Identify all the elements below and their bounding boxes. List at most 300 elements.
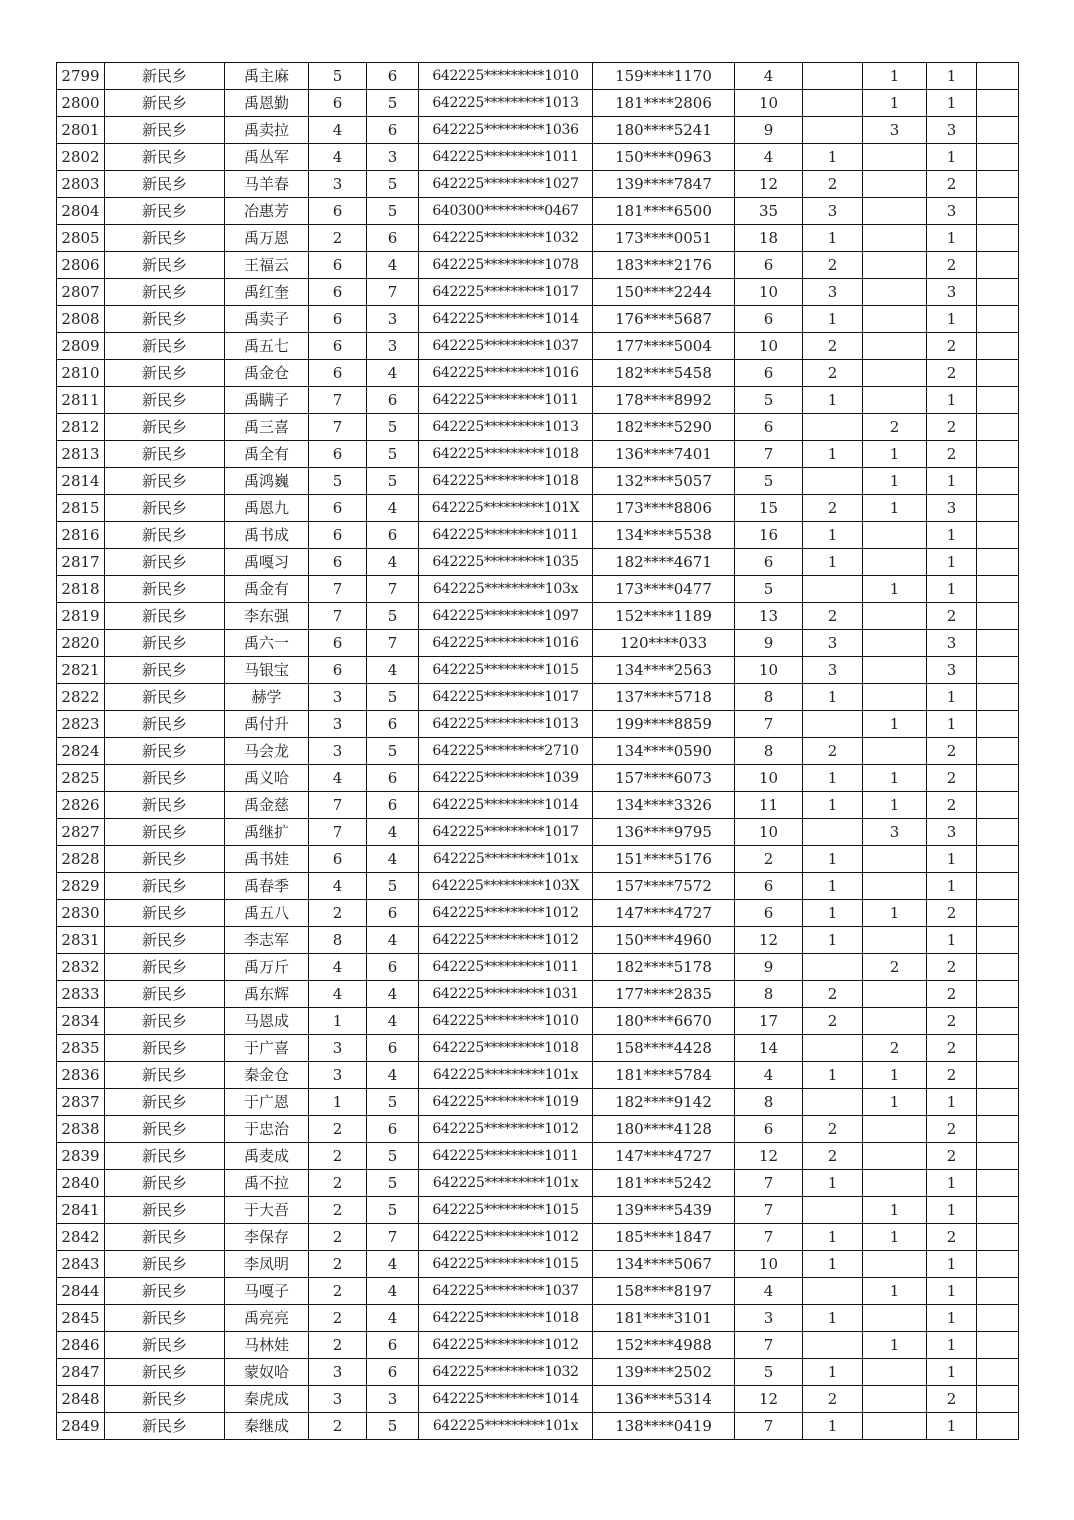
name-cell: 李凤明 [225, 1251, 309, 1278]
remark-cell [977, 117, 1019, 144]
count-e-cell: 3 [863, 117, 927, 144]
count-a-cell: 3 [309, 1035, 367, 1062]
count-a-cell: 6 [309, 306, 367, 333]
table-row [57, 171, 1019, 198]
phone-cell: 182****4671 [593, 549, 735, 576]
count-e-cell: 1 [863, 765, 927, 792]
township-cell: 新民乡 [105, 1170, 225, 1197]
remark-cell [977, 1062, 1019, 1089]
row-number-cell: 2818 [57, 576, 105, 603]
count-e-cell [863, 657, 927, 684]
count-d-cell: 1 [803, 684, 863, 711]
name-cell: 禹麦成 [225, 1143, 309, 1170]
count-a-cell: 2 [309, 900, 367, 927]
row-number-cell: 2843 [57, 1251, 105, 1278]
remark-cell [977, 468, 1019, 495]
id-number-cell: 642225*********1013 [419, 90, 593, 117]
count-b-cell: 5 [367, 1143, 419, 1170]
table-row [57, 1305, 1019, 1332]
count-c-cell: 6 [735, 414, 803, 441]
count-b-cell: 6 [367, 792, 419, 819]
table-row [57, 576, 1019, 603]
id-number-cell: 642225*********1017 [419, 684, 593, 711]
count-c-cell: 15 [735, 495, 803, 522]
name-cell: 马林娃 [225, 1332, 309, 1359]
phone-cell: 136****5314 [593, 1386, 735, 1413]
row-number-cell: 2800 [57, 90, 105, 117]
phone-cell: 157****7572 [593, 873, 735, 900]
count-e-cell [863, 549, 927, 576]
count-d-cell [803, 90, 863, 117]
total-cell: 3 [927, 819, 977, 846]
row-number-cell: 2802 [57, 144, 105, 171]
count-a-cell: 2 [309, 1143, 367, 1170]
count-e-cell [863, 1251, 927, 1278]
count-a-cell: 2 [309, 1251, 367, 1278]
count-b-cell: 4 [367, 846, 419, 873]
phone-cell: 181****6500 [593, 198, 735, 225]
row-number-cell: 2837 [57, 1089, 105, 1116]
count-e-cell [863, 306, 927, 333]
id-number-cell: 642225*********103X [419, 873, 593, 900]
id-number-cell: 642225*********1010 [419, 63, 593, 90]
phone-cell: 132****5057 [593, 468, 735, 495]
count-b-cell: 4 [367, 1008, 419, 1035]
remark-cell [977, 1224, 1019, 1251]
total-cell: 1 [927, 1359, 977, 1386]
count-a-cell: 5 [309, 63, 367, 90]
count-e-cell: 1 [863, 900, 927, 927]
row-number-cell: 2848 [57, 1386, 105, 1413]
count-b-cell: 5 [367, 198, 419, 225]
total-cell: 1 [927, 522, 977, 549]
id-number-cell: 642225*********101x [419, 1170, 593, 1197]
remark-cell [977, 630, 1019, 657]
count-d-cell: 2 [803, 1143, 863, 1170]
table-row [57, 495, 1019, 522]
township-cell: 新民乡 [105, 576, 225, 603]
count-a-cell: 2 [309, 1305, 367, 1332]
phone-cell: 177****5004 [593, 333, 735, 360]
total-cell: 1 [927, 306, 977, 333]
township-cell: 新民乡 [105, 495, 225, 522]
remark-cell [977, 1008, 1019, 1035]
table-row [57, 225, 1019, 252]
count-c-cell: 4 [735, 1278, 803, 1305]
count-b-cell: 3 [367, 144, 419, 171]
total-cell: 2 [927, 954, 977, 981]
count-a-cell: 7 [309, 414, 367, 441]
remark-cell [977, 441, 1019, 468]
table-row [57, 1116, 1019, 1143]
count-d-cell: 1 [803, 441, 863, 468]
count-d-cell: 1 [803, 1359, 863, 1386]
phone-cell: 157****6073 [593, 765, 735, 792]
township-cell: 新民乡 [105, 360, 225, 387]
count-d-cell [803, 1197, 863, 1224]
id-number-cell: 642225*********101X [419, 495, 593, 522]
count-c-cell: 7 [735, 441, 803, 468]
phone-cell: 181****5784 [593, 1062, 735, 1089]
count-c-cell: 9 [735, 630, 803, 657]
remark-cell [977, 1170, 1019, 1197]
name-cell: 禹书娃 [225, 846, 309, 873]
remark-cell [977, 1089, 1019, 1116]
id-number-cell: 642225*********1018 [419, 441, 593, 468]
total-cell: 2 [927, 1062, 977, 1089]
table-row [57, 846, 1019, 873]
count-d-cell: 1 [803, 846, 863, 873]
row-number-cell: 2808 [57, 306, 105, 333]
remark-cell [977, 414, 1019, 441]
count-a-cell: 5 [309, 468, 367, 495]
phone-cell: 178****8992 [593, 387, 735, 414]
row-number-cell: 2835 [57, 1035, 105, 1062]
row-number-cell: 2809 [57, 333, 105, 360]
count-e-cell [863, 522, 927, 549]
name-cell: 马羊春 [225, 171, 309, 198]
township-cell: 新民乡 [105, 1035, 225, 1062]
id-number-cell: 642225*********1014 [419, 792, 593, 819]
id-number-cell: 642225*********1027 [419, 171, 593, 198]
count-a-cell: 6 [309, 90, 367, 117]
count-b-cell: 4 [367, 981, 419, 1008]
count-d-cell: 1 [803, 792, 863, 819]
count-c-cell: 10 [735, 765, 803, 792]
phone-cell: 173****0477 [593, 576, 735, 603]
id-number-cell: 642225*********103x [419, 576, 593, 603]
row-number-cell: 2813 [57, 441, 105, 468]
row-number-cell: 2820 [57, 630, 105, 657]
count-c-cell: 6 [735, 873, 803, 900]
id-number-cell: 642225*********1015 [419, 657, 593, 684]
id-number-cell: 642225*********1013 [419, 711, 593, 738]
phone-cell: 181****2806 [593, 90, 735, 117]
name-cell: 禹六一 [225, 630, 309, 657]
row-number-cell: 2846 [57, 1332, 105, 1359]
count-c-cell: 9 [735, 954, 803, 981]
count-b-cell: 4 [367, 495, 419, 522]
total-cell: 3 [927, 279, 977, 306]
table-row [57, 1089, 1019, 1116]
name-cell: 禹恩九 [225, 495, 309, 522]
row-number-cell: 2842 [57, 1224, 105, 1251]
count-e-cell: 2 [863, 414, 927, 441]
total-cell: 2 [927, 333, 977, 360]
township-cell: 新民乡 [105, 927, 225, 954]
total-cell: 1 [927, 927, 977, 954]
row-number-cell: 2823 [57, 711, 105, 738]
count-c-cell: 6 [735, 1116, 803, 1143]
count-c-cell: 8 [735, 684, 803, 711]
name-cell: 禹付升 [225, 711, 309, 738]
count-d-cell: 2 [803, 495, 863, 522]
name-cell: 秦继成 [225, 1413, 309, 1440]
phone-cell: 134****3326 [593, 792, 735, 819]
row-number-cell: 2847 [57, 1359, 105, 1386]
count-a-cell: 7 [309, 387, 367, 414]
township-cell: 新民乡 [105, 252, 225, 279]
row-number-cell: 2801 [57, 117, 105, 144]
phone-cell: 134****5538 [593, 522, 735, 549]
name-cell: 禹继扩 [225, 819, 309, 846]
count-b-cell: 6 [367, 1035, 419, 1062]
count-b-cell: 3 [367, 333, 419, 360]
total-cell: 1 [927, 684, 977, 711]
table-row [57, 549, 1019, 576]
phone-cell: 147****4727 [593, 900, 735, 927]
count-e-cell [863, 846, 927, 873]
count-c-cell: 3 [735, 1305, 803, 1332]
count-c-cell: 12 [735, 171, 803, 198]
township-cell: 新民乡 [105, 117, 225, 144]
remark-cell [977, 252, 1019, 279]
total-cell: 1 [927, 711, 977, 738]
count-e-cell [863, 279, 927, 306]
id-number-cell: 642225*********1011 [419, 144, 593, 171]
name-cell: 李保存 [225, 1224, 309, 1251]
remark-cell [977, 819, 1019, 846]
count-c-cell: 7 [735, 1197, 803, 1224]
row-number-cell: 2832 [57, 954, 105, 981]
id-number-cell: 642225*********1011 [419, 387, 593, 414]
remark-cell [977, 1332, 1019, 1359]
phone-cell: 136****7401 [593, 441, 735, 468]
row-number-cell: 2830 [57, 900, 105, 927]
count-e-cell: 1 [863, 576, 927, 603]
count-c-cell: 18 [735, 225, 803, 252]
id-number-cell: 642225*********101x [419, 1062, 593, 1089]
count-b-cell: 6 [367, 1116, 419, 1143]
count-e-cell: 1 [863, 792, 927, 819]
township-cell: 新民乡 [105, 765, 225, 792]
count-c-cell: 14 [735, 1035, 803, 1062]
count-a-cell: 2 [309, 225, 367, 252]
total-cell: 1 [927, 63, 977, 90]
name-cell: 禹全有 [225, 441, 309, 468]
count-e-cell: 1 [863, 90, 927, 117]
total-cell: 1 [927, 1089, 977, 1116]
count-e-cell: 1 [863, 468, 927, 495]
id-number-cell: 642225*********1018 [419, 468, 593, 495]
remark-cell [977, 171, 1019, 198]
count-d-cell: 1 [803, 1170, 863, 1197]
township-cell: 新民乡 [105, 522, 225, 549]
count-d-cell: 1 [803, 225, 863, 252]
table-row [57, 819, 1019, 846]
remark-cell [977, 306, 1019, 333]
count-c-cell: 7 [735, 1170, 803, 1197]
township-cell: 新民乡 [105, 954, 225, 981]
id-number-cell: 642225*********2710 [419, 738, 593, 765]
township-cell: 新民乡 [105, 441, 225, 468]
table-row [57, 1251, 1019, 1278]
count-d-cell: 1 [803, 1062, 863, 1089]
count-b-cell: 5 [367, 873, 419, 900]
township-cell: 新民乡 [105, 1386, 225, 1413]
phone-cell: 158****4428 [593, 1035, 735, 1062]
remark-cell [977, 900, 1019, 927]
row-number-cell: 2812 [57, 414, 105, 441]
row-number-cell: 2829 [57, 873, 105, 900]
row-number-cell: 2819 [57, 603, 105, 630]
phone-cell: 139****2502 [593, 1359, 735, 1386]
name-cell: 禹东辉 [225, 981, 309, 1008]
total-cell: 2 [927, 1008, 977, 1035]
table-row [57, 900, 1019, 927]
township-cell: 新民乡 [105, 1062, 225, 1089]
count-a-cell: 2 [309, 1170, 367, 1197]
count-c-cell: 17 [735, 1008, 803, 1035]
table-row [57, 1224, 1019, 1251]
count-b-cell: 5 [367, 738, 419, 765]
table-row [57, 738, 1019, 765]
total-cell: 2 [927, 981, 977, 1008]
phone-cell: 180****6670 [593, 1008, 735, 1035]
phone-cell: 182****5178 [593, 954, 735, 981]
count-e-cell: 1 [863, 1089, 927, 1116]
remark-cell [977, 225, 1019, 252]
township-cell: 新民乡 [105, 171, 225, 198]
township-cell: 新民乡 [105, 1089, 225, 1116]
remark-cell [977, 279, 1019, 306]
phone-cell: 147****4727 [593, 1143, 735, 1170]
table-row [57, 1413, 1019, 1440]
count-a-cell: 1 [309, 1008, 367, 1035]
township-cell: 新民乡 [105, 1359, 225, 1386]
table-row [57, 1062, 1019, 1089]
count-b-cell: 4 [367, 549, 419, 576]
count-e-cell: 3 [863, 819, 927, 846]
township-cell: 新民乡 [105, 1197, 225, 1224]
id-number-cell: 642225*********1013 [419, 414, 593, 441]
count-b-cell: 7 [367, 1224, 419, 1251]
count-c-cell: 12 [735, 927, 803, 954]
id-number-cell: 642225*********1014 [419, 1386, 593, 1413]
remark-cell [977, 1386, 1019, 1413]
id-number-cell: 642225*********1018 [419, 1035, 593, 1062]
name-cell: 禹红奎 [225, 279, 309, 306]
count-d-cell [803, 819, 863, 846]
id-number-cell: 642225*********1015 [419, 1251, 593, 1278]
total-cell: 1 [927, 1305, 977, 1332]
count-e-cell [863, 252, 927, 279]
count-c-cell: 16 [735, 522, 803, 549]
township-cell: 新民乡 [105, 1413, 225, 1440]
table-row [57, 1278, 1019, 1305]
total-cell: 2 [927, 765, 977, 792]
remark-cell [977, 738, 1019, 765]
phone-cell: 181****3101 [593, 1305, 735, 1332]
count-e-cell [863, 1359, 927, 1386]
remark-cell [977, 90, 1019, 117]
township-cell: 新民乡 [105, 900, 225, 927]
count-e-cell: 1 [863, 495, 927, 522]
name-cell: 禹亮亮 [225, 1305, 309, 1332]
id-number-cell: 642225*********1015 [419, 1197, 593, 1224]
remark-cell [977, 1251, 1019, 1278]
table-row [57, 387, 1019, 414]
count-b-cell: 5 [367, 441, 419, 468]
name-cell: 于忠治 [225, 1116, 309, 1143]
name-cell: 冶惠芳 [225, 198, 309, 225]
row-number-cell: 2825 [57, 765, 105, 792]
count-e-cell [863, 1305, 927, 1332]
count-d-cell: 2 [803, 603, 863, 630]
count-e-cell: 1 [863, 1062, 927, 1089]
phone-cell: 150****0963 [593, 144, 735, 171]
township-cell: 新民乡 [105, 630, 225, 657]
count-d-cell [803, 1089, 863, 1116]
total-cell: 3 [927, 198, 977, 225]
total-cell: 1 [927, 1197, 977, 1224]
count-b-cell: 5 [367, 684, 419, 711]
township-cell: 新民乡 [105, 144, 225, 171]
count-c-cell: 11 [735, 792, 803, 819]
table-row [57, 90, 1019, 117]
remark-cell [977, 1116, 1019, 1143]
count-d-cell [803, 711, 863, 738]
phone-cell: 137****5718 [593, 684, 735, 711]
count-c-cell: 5 [735, 468, 803, 495]
id-number-cell: 642225*********1011 [419, 522, 593, 549]
township-cell: 新民乡 [105, 792, 225, 819]
count-b-cell: 6 [367, 387, 419, 414]
total-cell: 1 [927, 1332, 977, 1359]
row-number-cell: 2806 [57, 252, 105, 279]
phone-cell: 181****5242 [593, 1170, 735, 1197]
row-number-cell: 2804 [57, 198, 105, 225]
id-number-cell: 642225*********1012 [419, 1116, 593, 1143]
count-c-cell: 6 [735, 549, 803, 576]
table-row [57, 414, 1019, 441]
phone-cell: 152****4988 [593, 1332, 735, 1359]
id-number-cell: 642225*********1017 [419, 819, 593, 846]
count-c-cell: 6 [735, 252, 803, 279]
count-e-cell: 1 [863, 711, 927, 738]
total-cell: 1 [927, 1278, 977, 1305]
count-b-cell: 6 [367, 117, 419, 144]
count-b-cell: 6 [367, 1332, 419, 1359]
row-number-cell: 2822 [57, 684, 105, 711]
remark-cell [977, 360, 1019, 387]
count-d-cell: 1 [803, 306, 863, 333]
name-cell: 马嘎子 [225, 1278, 309, 1305]
township-cell: 新民乡 [105, 549, 225, 576]
count-d-cell: 1 [803, 1413, 863, 1440]
count-e-cell: 1 [863, 63, 927, 90]
name-cell: 秦金仓 [225, 1062, 309, 1089]
phone-cell: 138****0419 [593, 1413, 735, 1440]
count-b-cell: 5 [367, 603, 419, 630]
count-d-cell: 1 [803, 927, 863, 954]
phone-cell: 150****2244 [593, 279, 735, 306]
count-b-cell: 6 [367, 711, 419, 738]
count-c-cell: 8 [735, 738, 803, 765]
row-number-cell: 2824 [57, 738, 105, 765]
phone-cell: 182****9142 [593, 1089, 735, 1116]
count-b-cell: 3 [367, 306, 419, 333]
count-e-cell: 1 [863, 1332, 927, 1359]
count-c-cell: 7 [735, 1413, 803, 1440]
count-c-cell: 4 [735, 1062, 803, 1089]
name-cell: 禹嘎习 [225, 549, 309, 576]
count-b-cell: 6 [367, 63, 419, 90]
township-cell: 新民乡 [105, 684, 225, 711]
remark-cell [977, 198, 1019, 225]
table-row [57, 441, 1019, 468]
count-e-cell [863, 333, 927, 360]
